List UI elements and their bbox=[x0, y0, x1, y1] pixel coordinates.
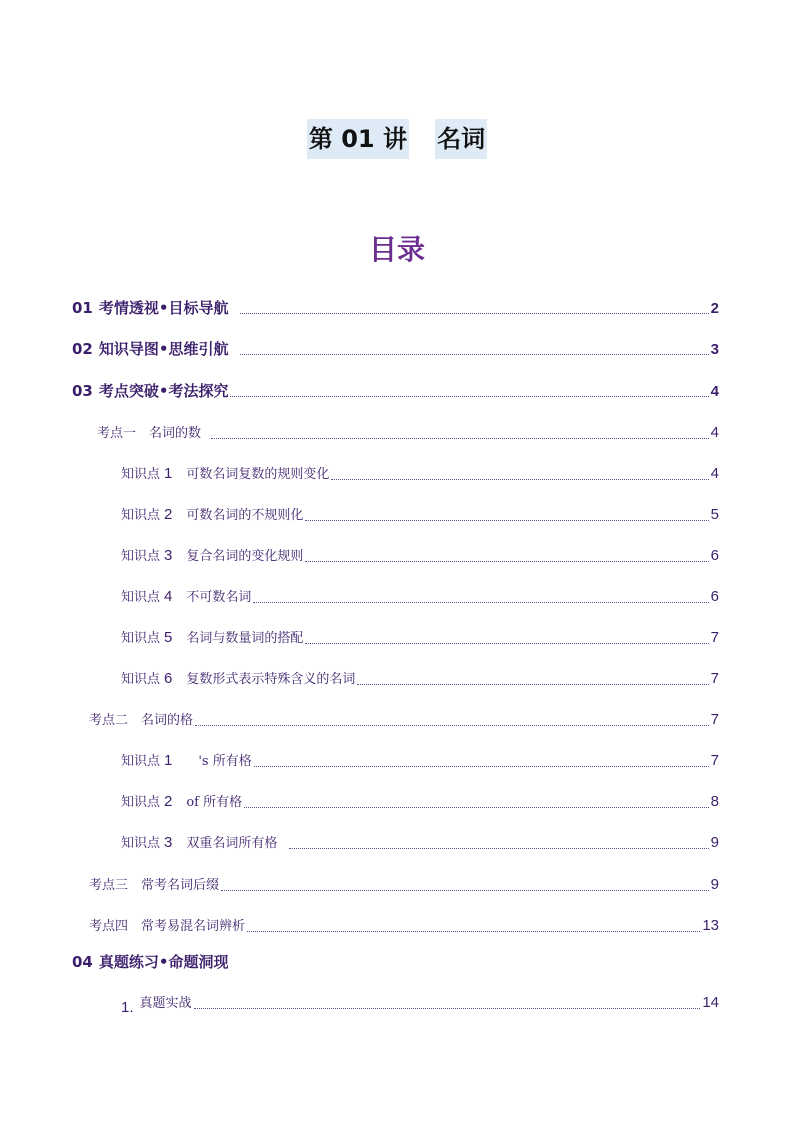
toc-entry-label: 复合名词的变化规则 bbox=[186, 549, 304, 564]
toc-entry-number: 2 bbox=[164, 793, 173, 810]
toc-entry-prefix: 知识点 bbox=[121, 549, 161, 564]
toc-page-number: 7 bbox=[710, 670, 719, 687]
toc-entry-number: 03 bbox=[72, 382, 93, 400]
toc-heading: 目录 bbox=[368, 233, 425, 266]
toc-entry-point-2-1[interactable] bbox=[121, 750, 719, 772]
toc-entry-label: 双重名词所有格 bbox=[186, 836, 278, 851]
toc-entry-number: 01 bbox=[72, 299, 93, 317]
toc-entry-01[interactable] bbox=[72, 297, 719, 319]
toc-entry-label: 考点一 名词的数 bbox=[97, 426, 202, 441]
toc-page-number: 6 bbox=[710, 547, 719, 564]
toc-entry-number: 04 bbox=[72, 953, 93, 971]
toc-page-number: 9 bbox=[710, 876, 719, 893]
toc-page-number: 5 bbox=[710, 506, 719, 523]
toc-page-number: 7 bbox=[710, 752, 719, 769]
toc-entry-label: 考点突破•考法探究 bbox=[98, 382, 229, 400]
toc-entry-point-1-1[interactable] bbox=[121, 463, 719, 485]
toc-entry-number: 1 bbox=[164, 465, 173, 482]
toc-leader bbox=[254, 754, 709, 767]
toc-leader bbox=[305, 631, 708, 644]
toc-leader bbox=[247, 919, 700, 932]
toc-page-number: 3 bbox=[710, 341, 719, 358]
toc-leader bbox=[357, 672, 708, 685]
toc-entry-number: 4 bbox=[164, 588, 173, 605]
toc-page-number: 4 bbox=[710, 465, 719, 482]
toc-entry-label: 知识导图•思维引航 bbox=[98, 340, 229, 358]
toc-entry-number: 3 bbox=[164, 547, 173, 564]
lesson-number: 第 01 讲 bbox=[307, 119, 409, 159]
toc-entry-number: 1. bbox=[121, 999, 134, 1016]
toc-entry-point-1-2[interactable] bbox=[121, 504, 719, 526]
lesson-topic: 名词 bbox=[435, 119, 487, 159]
toc-leader bbox=[211, 426, 709, 439]
toc-leader bbox=[289, 836, 708, 849]
toc-entry-prefix: 知识点 bbox=[121, 836, 161, 851]
toc-leader bbox=[244, 795, 709, 808]
toc-entry-03[interactable] bbox=[72, 380, 719, 402]
toc-leader bbox=[331, 467, 708, 480]
toc-entry-number: 6 bbox=[164, 670, 173, 687]
toc-entry-prefix: 知识点 bbox=[121, 795, 161, 810]
toc-entry-practice[interactable] bbox=[121, 992, 719, 1014]
toc-leader bbox=[230, 384, 708, 397]
toc-entry-label: 考点二 名词的格 bbox=[89, 713, 194, 728]
toc-page-number: 14 bbox=[702, 994, 719, 1011]
toc-entry-number: 02 bbox=[72, 340, 93, 358]
toc-entry-prefix: 知识点 bbox=[121, 672, 161, 687]
toc-entry-label: 真题练习•命题洞现 bbox=[98, 953, 229, 971]
toc-page-number: 6 bbox=[710, 588, 719, 605]
toc-entry-label: 可数名词复数的规则变化 bbox=[186, 467, 330, 482]
toc-entry-label: 's 所有格 bbox=[198, 754, 252, 769]
toc-page-number: 4 bbox=[710, 424, 719, 441]
toc-entry-number: 3 bbox=[164, 834, 173, 851]
toc-leader bbox=[240, 301, 708, 314]
toc-page-number: 13 bbox=[702, 917, 719, 934]
toc-leader bbox=[253, 590, 708, 603]
toc-leader bbox=[195, 713, 709, 726]
toc-entry-point-2-2[interactable] bbox=[121, 791, 719, 813]
toc-entry-point-1-3[interactable] bbox=[121, 545, 719, 567]
toc-entry-point-1-4[interactable] bbox=[121, 586, 719, 608]
toc-entry-label: 考点三 常考名词后缀 bbox=[89, 878, 220, 893]
toc-entry-prefix: 知识点 bbox=[121, 754, 161, 769]
toc-entry-topic-1[interactable] bbox=[97, 422, 719, 444]
toc-entry-label: 名词与数量词的搭配 bbox=[186, 631, 304, 646]
toc-leader bbox=[305, 508, 708, 521]
toc-entry-number: 2 bbox=[164, 506, 173, 523]
toc-entry-number: 5 bbox=[164, 629, 173, 646]
toc-leader bbox=[221, 878, 709, 891]
toc-entry-prefix: 知识点 bbox=[121, 467, 161, 482]
toc-entry-prefix: 知识点 bbox=[121, 508, 161, 523]
toc-entry-label: 复数形式表示特殊含义的名词 bbox=[186, 672, 356, 687]
toc-page-number: 8 bbox=[710, 793, 719, 810]
toc-leader bbox=[305, 549, 708, 562]
toc-entry-label: 真题实战 bbox=[139, 996, 192, 1011]
toc-entry-point-1-6[interactable] bbox=[121, 668, 719, 690]
toc-page-number: 7 bbox=[710, 711, 719, 728]
toc-entry-number: 1 bbox=[164, 752, 173, 769]
toc-entry-label: 可数名词的不规则化 bbox=[186, 508, 304, 523]
toc-entry-label: 考情透视•目标导航 bbox=[98, 299, 229, 317]
toc-entry-prefix: 知识点 bbox=[121, 631, 161, 646]
toc-entry-02[interactable] bbox=[72, 338, 719, 360]
toc-entry-label: of 所有格 bbox=[186, 795, 243, 810]
toc-page-number: 9 bbox=[710, 834, 719, 851]
toc-entry-04[interactable] bbox=[72, 951, 719, 973]
toc-page-number: 4 bbox=[710, 383, 719, 400]
toc-leader bbox=[240, 342, 708, 355]
lesson-title bbox=[0, 119, 794, 159]
toc-entry-label: 不可数名词 bbox=[186, 590, 252, 605]
toc-entry-topic-3[interactable] bbox=[89, 874, 719, 896]
toc-page-number: 7 bbox=[710, 629, 719, 646]
toc-leader bbox=[194, 996, 701, 1009]
toc-page-number: 2 bbox=[710, 300, 719, 317]
toc-entry-topic-4[interactable] bbox=[89, 915, 719, 937]
toc-entry-point-1-5[interactable] bbox=[121, 627, 719, 649]
toc-entry-point-2-3[interactable] bbox=[121, 832, 719, 854]
toc-entry-topic-2[interactable] bbox=[89, 709, 719, 731]
toc-entry-label: 考点四 常考易混名词辨析 bbox=[89, 919, 246, 934]
toc-entry-prefix: 知识点 bbox=[121, 590, 161, 605]
